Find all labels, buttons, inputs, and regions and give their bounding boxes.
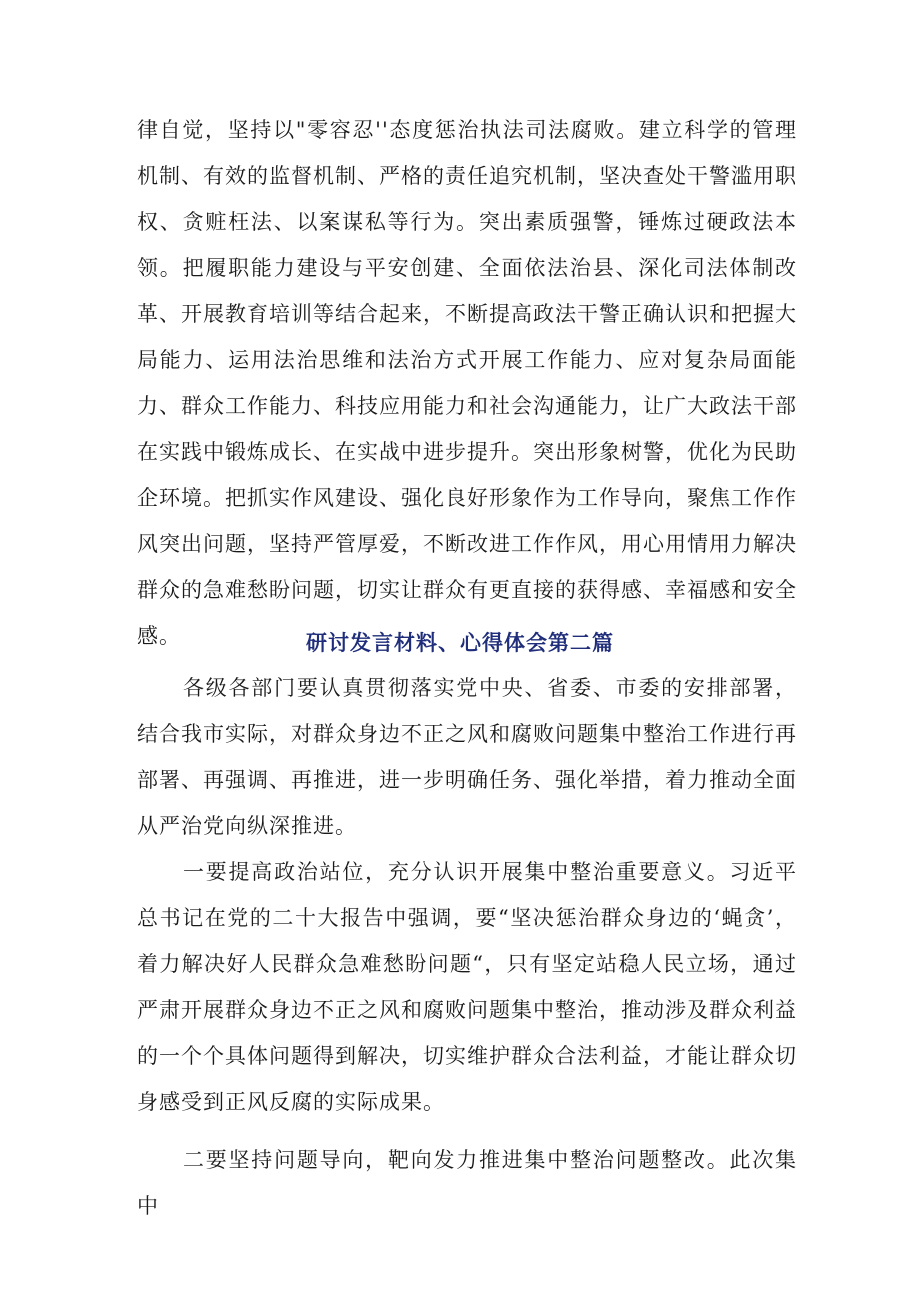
- section-heading: 研讨发言材料、心得体会第二篇: [306, 630, 614, 655]
- body-paragraph-1: 律自觉，坚持以"零容忍''态度惩治执法司法腐败。建立科学的管理机制、有效的监督机制、严格的责任追究机制，坚决查处干警滥用职权、贪赃枉法、以案谋私等行为。突出素质强警，锤炼过硬政法本领。把履职能力建设与平安创建、全面依法治县、深化司法体制改革、开展教育培训等结合起来，不断提高政法干警正确认识和把握大局能力、运用法治思维和法治方式开展工作能力、应对复杂局面能力、群众工作能力、科技应用能力和社会沟通能力，让广大政法干部在实践中锻炼成长、在实战中进步提升。突出形象树警，优化为民助企环境。把抓实作风建设、强化良好形象作为工作导向，聚焦工作作风突出问题，坚持严管厚爱，不断改进工作作风，用心用情用力解决群众的急难愁盼问题，切实让群众有更直接的获得感、幸福感和安全感。: [137, 118, 797, 648]
- body-paragraph-4: 二要坚持问题导向，靶向发力推进集中整治问题整改。此次集中: [137, 1148, 797, 1218]
- body-paragraph-2: 各级各部门要认真贯彻落实党中央、省委、市委的安排部署，结合我市实际，对群众身边不正之风和腐败问题集中整治工作进行再部署、再强调、再推进，进一步明确任务、强化举措，着力推动全面从严治党向纵深推进。: [137, 676, 797, 838]
- body-paragraph-3: 一要提高政治站位，充分认识开展集中整治重要意义。习近平总书记在党的二十大报告中强调，要“坚决惩治群众身边的‘蝇贪’，着力解决好人民群众急难愁盼问题“，只有坚定站稳人民立场，通过严肃开展群众身边不正之风和腐败问题集中整治，推动涉及群众利益的一个个具体问题得到解决，切实维护群众合法利益，才能让群众切身感受到正风反腐的实际成果。: [137, 860, 797, 1114]
